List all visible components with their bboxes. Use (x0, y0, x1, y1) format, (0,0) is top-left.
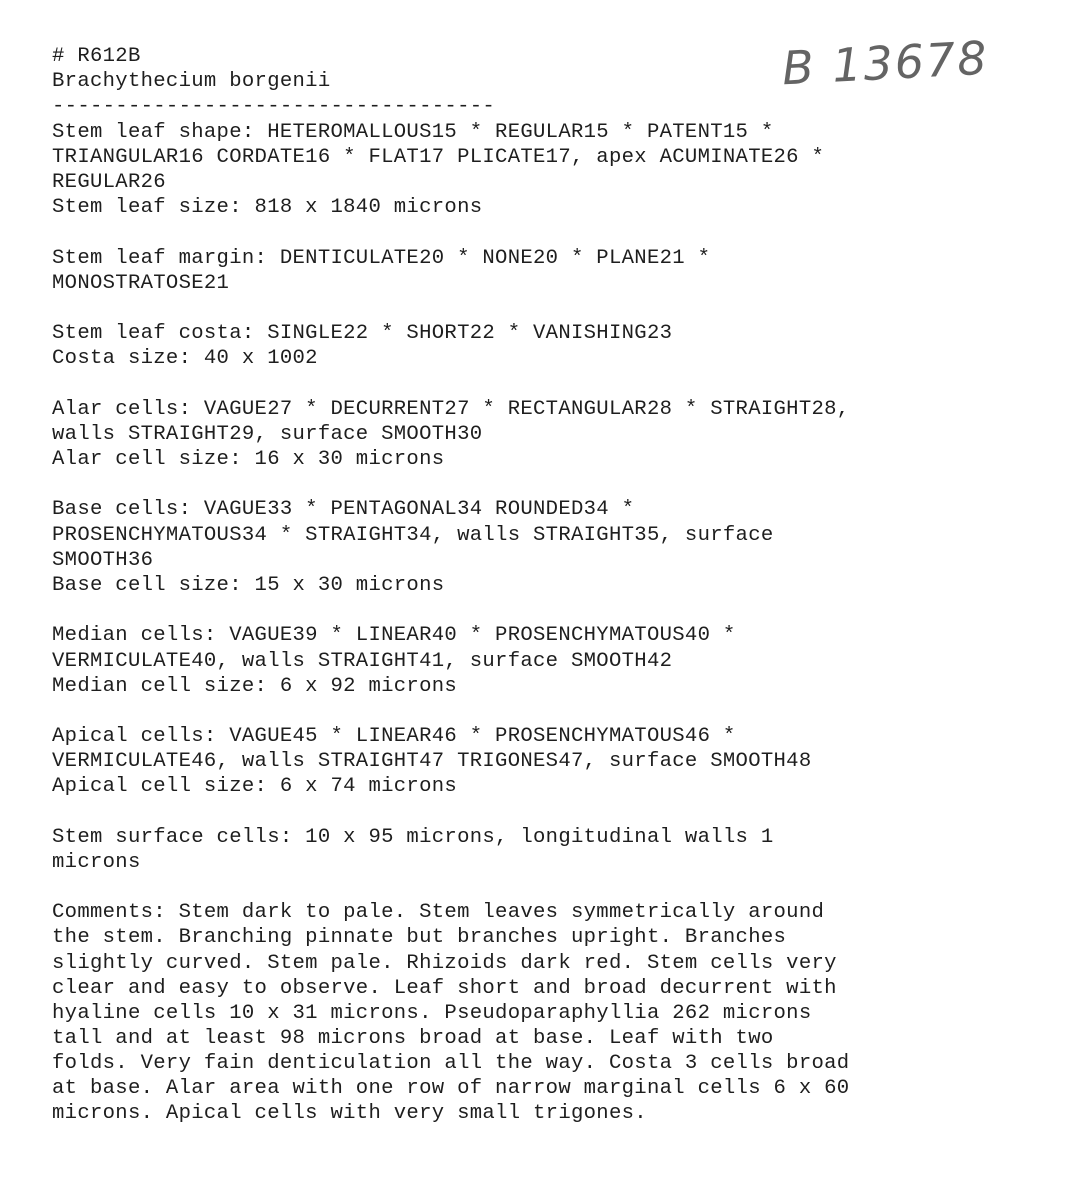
section-comments (52, 900, 1062, 1126)
header-separator: ----------------------------------- (52, 95, 496, 119)
section-spacer (52, 472, 1062, 497)
text-line: Stem leaf shape: HETEROMALLOUS15 * REGULAR15 * PATENT15 * (52, 120, 774, 144)
text-line: slightly curved. Stem pale. Rhizoids dark red. Stem cells very (52, 951, 837, 975)
text-line: VERMICULATE46, walls STRAIGHT47 TRIGONES47, surface SMOOTH48 (52, 750, 812, 774)
text-line: Stem leaf size: 818 x 1840 microns (52, 196, 483, 220)
text-line: MONOSTRATOSE21 (52, 271, 230, 295)
text-line: Base cell size: 15 x 30 microns (52, 573, 445, 597)
text-line: REGULAR26 (52, 170, 166, 194)
section-apical-cells (52, 724, 1062, 800)
section-stem-leaf-shape (52, 120, 1062, 221)
text-line: VERMICULATE40, walls STRAIGHT41, surface SMOOTH42 (52, 649, 673, 673)
text-line: Base cells: VAGUE33 * PENTAGONAL34 ROUNDED34 * (52, 498, 635, 522)
typed-record (52, 44, 1062, 1126)
text-line: Comments: Stem dark to pale. Stem leaves symmetrically around (52, 901, 825, 925)
text-line: hyaline cells 10 x 31 microns. Pseudoparaphyllia 262 microns (52, 1001, 812, 1025)
text-line: microns (52, 851, 141, 874)
section-stem-surface-cells (52, 825, 1062, 875)
text-line: the stem. Branching pinnate but branches upright. Branches (52, 926, 787, 950)
text-line: at base. Alar area with one row of narrow marginal cells 6 x 60 (52, 1077, 850, 1101)
text-line: Alar cells: VAGUE27 * DECURRENT27 * RECTANGULAR28 * STRAIGHT28, (52, 397, 850, 421)
text-line: TRIANGULAR16 CORDATE16 * FLAT17 PLICATE17, apex ACUMINATE26 * (52, 145, 825, 169)
section-stem-leaf-margin (52, 246, 1062, 296)
text-line: Alar cell size: 16 x 30 microns (52, 448, 445, 471)
section-stem-leaf-costa (52, 321, 1062, 371)
record-id: # R612B (52, 45, 141, 68)
text-line: Median cell size: 6 x 92 microns (52, 674, 458, 698)
text-line: microns. Apical cells with very small trigones. (52, 1102, 647, 1126)
section-spacer (52, 296, 1062, 321)
text-line: Apical cell size: 6 x 74 microns (52, 775, 458, 799)
species-name: Brachythecium borgenii (52, 70, 331, 94)
section-spacer (52, 598, 1062, 623)
section-spacer (52, 800, 1062, 825)
section-spacer (52, 220, 1062, 245)
text-line: Median cells: VAGUE39 * LINEAR40 * PROSENCHYMATOUS40 * (52, 624, 736, 648)
text-line: folds. Very fain denticulation all the way. Costa 3 cells broad (52, 1051, 850, 1075)
section-spacer (52, 371, 1062, 396)
section-median-cells (52, 623, 1062, 699)
text-line: Apical cells: VAGUE45 * LINEAR46 * PROSENCHYMATOUS46 * (52, 725, 736, 749)
text-line: Stem leaf margin: DENTICULATE20 * NONE20 * PLANE21 * (52, 246, 711, 270)
text-line: walls STRAIGHT29, surface SMOOTH30 (52, 422, 483, 446)
section-spacer (52, 875, 1062, 900)
text-line: clear and easy to observe. Leaf short and broad decurrent with (52, 976, 837, 1000)
handwritten-accession-number: B 13678 (780, 30, 990, 96)
text-line: Stem leaf costa: SINGLE22 * SHORT22 * VANISHING23 (52, 322, 673, 346)
text-line: Costa size: 40 x 1002 (52, 347, 318, 371)
section-alar-cells (52, 397, 1062, 473)
text-line: SMOOTH36 (52, 548, 154, 572)
text-line: tall and at least 98 microns broad at base. Leaf with two (52, 1026, 774, 1050)
section-spacer (52, 699, 1062, 724)
text-line: PROSENCHYMATOUS34 * STRAIGHT34, walls STRAIGHT35, surface (52, 523, 774, 547)
text-line: Stem surface cells: 10 x 95 microns, longitudinal walls 1 (52, 825, 774, 849)
section-base-cells (52, 497, 1062, 598)
